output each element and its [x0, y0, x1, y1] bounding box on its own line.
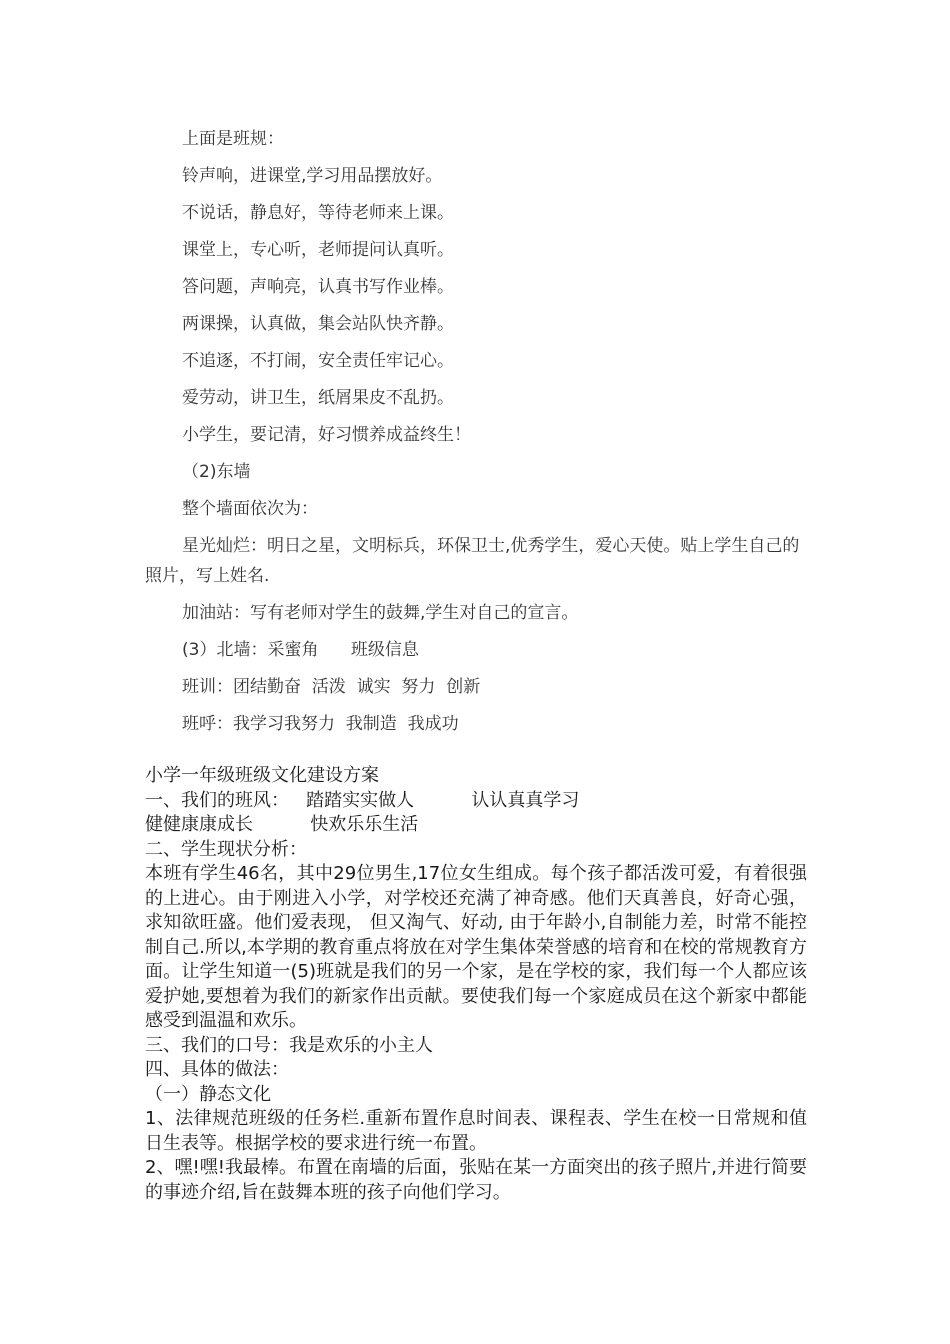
class-style-line-2: 健健康康成长 快欢乐乐生活: [145, 814, 419, 835]
east-wall-station: 加油站：写有老师对学生的鼓舞,学生对自己的宣言。: [182, 603, 579, 623]
rule-line: 答问题，声响亮，认真书写作业棒。: [182, 277, 454, 297]
method-item-2: 2、嘿!嘿!我最棒。布置在南墙的后面，张贴在某一方面突出的孩子照片,并进行简要的事迹介绍,旨在鼓舞本班的孩子向他们学习。: [145, 1157, 807, 1203]
rule-line: 不追逐，不打闹，安全责任牢记心。: [182, 351, 454, 371]
class-call: 班呼：我学习我努力 我制造 我成功: [182, 714, 459, 734]
rule-line: 课堂上，专心听，老师提问认真听。: [182, 240, 454, 260]
class-rules-section: [145, 124, 805, 746]
methods-heading: 四、具体的做法：: [145, 1059, 289, 1080]
analysis-text: 本班有学生46名，其中29位男生,17位女生组成。每个孩子都活泼可爱，有着很强的上进心。由于刚进入小学，对学校还充满了神奇感。他们天真善良，好奇心强，求知欲旺盛。他们爱表现， 但又淘气、好动, 由于年龄小,自制能力差，时常不能控制自己.所以,本学期的教育重点将放在对学生集体荣誉感的培育和在校的常规教育方面。让学生知道一(5)班就是我们的另一个家，是在学校的家，我们每一个人都应该爱护她,要想着为我们的新家作出贡献。要使我们每一个家庭成员在这个新家中都能感受到温温和欢乐。: [145, 863, 807, 1031]
method-item-1: 1、法律规范班级的任务栏.重新布置作息时间表、课程表、学生在校一日常规和值日生表等。根据学校的要求进行统一布置。: [145, 1108, 807, 1154]
culture-plan-section: [145, 764, 807, 1205]
class-style-line-1: 一、我们的班风： 踏踏实实做人 认认真真学习: [145, 789, 580, 811]
analysis-heading: 二、学生现状分析：: [145, 838, 307, 860]
rule-line: 爱劳动，讲卫生，纸屑果皮不乱扔。: [182, 388, 454, 408]
east-wall-heading: （2)东墙: [182, 462, 251, 482]
slogan-line: 三、我们的口号：我是欢乐的小主人: [145, 1034, 433, 1056]
rule-line: 两课操，认真做，集会站队快齐静。: [182, 314, 454, 334]
east-wall-intro: 整个墙面依次为：: [182, 499, 318, 519]
east-wall-stars: 星光灿烂：明日之星，文明标兵，环保卫士,优秀学生，爱心天使。贴上学生自己的照片，写上姓名.: [145, 536, 800, 586]
rules-intro: 上面是班规：: [182, 129, 284, 149]
static-culture-heading: （一）静态文化: [145, 1083, 271, 1105]
rule-line: 不说话，静息好，等待老师来上课。: [182, 203, 454, 223]
rule-line: 小学生，要记清，好习惯养成益终生！: [182, 425, 471, 445]
rule-line: 铃声响，进课堂,学习用品摆放好。: [182, 166, 443, 186]
north-wall-heading: (3）北墙：采蜜角 班级信息: [182, 640, 419, 660]
plan-title: 小学一年级班级文化建设方案: [145, 765, 379, 786]
class-motto: 班训：团结勤奋 活泼 诚实 努力 创新: [182, 677, 481, 697]
